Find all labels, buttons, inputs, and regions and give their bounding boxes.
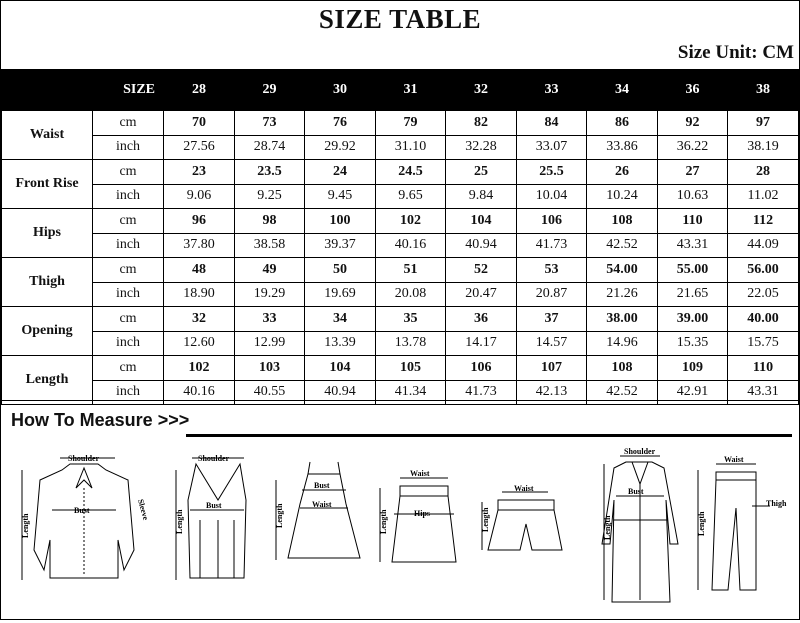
table-cell: 39.00 (658, 307, 728, 332)
table-cell: 9.25 (235, 184, 305, 209)
table-cell: 84 (517, 111, 587, 136)
figure-label-bust: Bust (74, 506, 90, 515)
table-cell: 13.39 (305, 331, 376, 356)
size-header-row (2, 70, 799, 111)
table-cell: 32.28 (446, 135, 517, 160)
tank-figure (175, 454, 246, 580)
table-cell: 31.10 (376, 135, 446, 160)
table-cell: 102 (164, 356, 235, 381)
table-cell: 19.69 (305, 282, 376, 307)
skirt-figure (379, 469, 456, 562)
size-table (1, 69, 799, 405)
table-cell: 39.37 (305, 233, 376, 258)
table-cell: 9.65 (376, 184, 446, 209)
table-row (2, 184, 799, 209)
figure-label-waist: Waist (410, 469, 430, 478)
figure-label-length: Length (275, 503, 284, 528)
table-cell: 23 (164, 160, 235, 185)
size-unit-label: Size Unit: CM (677, 42, 794, 63)
unit-label: inch (93, 380, 164, 405)
figure-label-bust: Bust (628, 487, 644, 496)
table-cell: 13.78 (376, 331, 446, 356)
table-cell: 41.34 (376, 380, 446, 405)
dress-figure (275, 462, 360, 560)
table-cell: 52 (446, 258, 517, 283)
shorts-figure (481, 484, 562, 550)
unit-label: cm (93, 258, 164, 283)
table-row (2, 356, 799, 381)
heading-underline (186, 434, 792, 437)
table-cell: 50 (305, 258, 376, 283)
table-cell: 92 (658, 111, 728, 136)
unit-label: inch (93, 282, 164, 307)
table-cell: 37.80 (164, 233, 235, 258)
table-cell: 14.96 (587, 331, 658, 356)
table-cell: 18.90 (164, 282, 235, 307)
table-cell: 10.04 (517, 184, 587, 209)
figure-label-length: Length (697, 511, 706, 536)
figure-label-waist: Waist (724, 455, 744, 464)
table-cell: 104 (305, 356, 376, 381)
unit-label: inch (93, 135, 164, 160)
table-cell: 36.22 (658, 135, 728, 160)
table-cell: 14.17 (446, 331, 517, 356)
table-cell: 40.94 (446, 233, 517, 258)
table-row (2, 209, 799, 234)
measure-label: Opening (2, 307, 93, 356)
table-cell: 41.73 (517, 233, 587, 258)
table-cell: 28.74 (235, 135, 305, 160)
table-cell: 9.06 (164, 184, 235, 209)
table-cell: 112 (728, 209, 799, 234)
table-cell: 27 (658, 160, 728, 185)
table-cell: 104 (446, 209, 517, 234)
page-title: SIZE TABLE (318, 4, 482, 34)
size-header-cell: 33 (517, 70, 587, 111)
table-cell: 73 (235, 111, 305, 136)
table-row (2, 307, 799, 332)
table-cell: 25 (446, 160, 517, 185)
table-cell: 106 (517, 209, 587, 234)
unit-label: cm (93, 209, 164, 234)
table-cell: 56.00 (728, 258, 799, 283)
table-cell: 35 (376, 307, 446, 332)
size-header-cell: 29 (235, 70, 305, 111)
table-cell: 79 (376, 111, 446, 136)
table-cell: 103 (235, 356, 305, 381)
table-cell: 109 (658, 356, 728, 381)
measure-label: Hips (2, 209, 93, 258)
table-cell: 19.29 (235, 282, 305, 307)
table-cell: 38.19 (728, 135, 799, 160)
table-cell: 22.05 (728, 282, 799, 307)
figure-label-shoulder: Shoulder (624, 447, 656, 456)
table-cell: 38.00 (587, 307, 658, 332)
table-cell: 40.16 (376, 233, 446, 258)
unit-label: inch (93, 331, 164, 356)
table-cell: 70 (164, 111, 235, 136)
trousers-figure (697, 455, 787, 590)
unit-label: cm (93, 356, 164, 381)
table-cell: 14.57 (517, 331, 587, 356)
size-header-cell: 32 (446, 70, 517, 111)
table-cell: 36 (446, 307, 517, 332)
unit-label: cm (93, 111, 164, 136)
table-cell: 55.00 (658, 258, 728, 283)
table-cell: 42.91 (658, 380, 728, 405)
size-header-cell: 31 (376, 70, 446, 111)
table-cell: 40.00 (728, 307, 799, 332)
table-cell: 42.52 (587, 380, 658, 405)
measure-label: Thigh (2, 258, 93, 307)
size-header-cell: 36 (658, 70, 728, 111)
measure-figures (0, 440, 800, 618)
figure-label-bust: Bust (206, 501, 222, 510)
figure-label-length: Length (379, 509, 388, 534)
table-cell: 48 (164, 258, 235, 283)
table-cell: 44.09 (728, 233, 799, 258)
table-cell: 20.87 (517, 282, 587, 307)
table-cell: 23.5 (235, 160, 305, 185)
table-cell: 25.5 (517, 160, 587, 185)
table-cell: 110 (728, 356, 799, 381)
table-cell: 40.16 (164, 380, 235, 405)
figure-label-waist: Waist (514, 484, 534, 493)
table-cell: 15.75 (728, 331, 799, 356)
table-cell: 96 (164, 209, 235, 234)
table-cell: 41.73 (446, 380, 517, 405)
size-header-cell: 30 (305, 70, 376, 111)
table-row (2, 160, 799, 185)
table-cell: 40.55 (235, 380, 305, 405)
measure-label: Front Rise (2, 160, 93, 209)
table-row (2, 233, 799, 258)
table-cell: 24.5 (376, 160, 446, 185)
table-row (2, 282, 799, 307)
table-row (2, 135, 799, 160)
table-cell: 29.92 (305, 135, 376, 160)
size-header-cell: 38 (728, 70, 799, 111)
figure-label-shoulder: Shoulder (198, 454, 230, 463)
table-row (2, 111, 799, 136)
table-cell: 54.00 (587, 258, 658, 283)
figure-label-length: Length (481, 507, 490, 532)
table-cell: 108 (587, 356, 658, 381)
figure-label-shoulder: Shoulder (68, 454, 100, 463)
table-cell: 33.86 (587, 135, 658, 160)
table-cell: 42.52 (587, 233, 658, 258)
table-cell: 24 (305, 160, 376, 185)
table-cell: 107 (517, 356, 587, 381)
table-cell: 98 (235, 209, 305, 234)
table-cell: 33.07 (517, 135, 587, 160)
table-cell: 110 (658, 209, 728, 234)
table-cell: 106 (446, 356, 517, 381)
table-cell: 51 (376, 258, 446, 283)
table-cell: 11.02 (728, 184, 799, 209)
size-header-cell: 28 (164, 70, 235, 111)
table-cell: 20.08 (376, 282, 446, 307)
table-cell: 21.65 (658, 282, 728, 307)
table-cell: 43.31 (658, 233, 728, 258)
table-cell: 12.99 (235, 331, 305, 356)
table-cell: 76 (305, 111, 376, 136)
table-row (2, 331, 799, 356)
measure-label: Waist (2, 111, 93, 160)
table-cell: 32 (164, 307, 235, 332)
table-cell: 28 (728, 160, 799, 185)
table-cell: 10.24 (587, 184, 658, 209)
table-cell: 105 (376, 356, 446, 381)
unit-label: cm (93, 307, 164, 332)
size-header-label: SIZE (2, 70, 164, 111)
figure-label-length: Length (603, 515, 612, 540)
table-cell: 82 (446, 111, 517, 136)
table-cell: 42.13 (517, 380, 587, 405)
table-cell: 15.35 (658, 331, 728, 356)
table-cell: 26 (587, 160, 658, 185)
table-cell: 40.94 (305, 380, 376, 405)
table-cell: 100 (305, 209, 376, 234)
table-cell: 97 (728, 111, 799, 136)
table-cell: 43.31 (728, 380, 799, 405)
section-divider (2, 400, 798, 401)
table-cell: 12.60 (164, 331, 235, 356)
table-cell: 86 (587, 111, 658, 136)
figure-label-bust: Bust (314, 481, 330, 490)
table-cell: 37 (517, 307, 587, 332)
figure-label-waist: Waist (312, 500, 332, 509)
blouse-figure (21, 454, 150, 580)
figure-label-hips: Hips (414, 509, 431, 518)
table-cell: 27.56 (164, 135, 235, 160)
table-cell: 21.26 (587, 282, 658, 307)
coat-figure (602, 447, 678, 602)
size-header-cell: 34 (587, 70, 658, 111)
figure-label-sleeve: Sleeve (136, 498, 151, 522)
table-cell: 33 (235, 307, 305, 332)
table-cell: 49 (235, 258, 305, 283)
unit-label: inch (93, 233, 164, 258)
table-cell: 38.58 (235, 233, 305, 258)
table-cell: 9.45 (305, 184, 376, 209)
table-cell: 108 (587, 209, 658, 234)
unit-label: inch (93, 184, 164, 209)
measure-label: Length (2, 356, 93, 405)
figure-label-thigh: Thigh (766, 499, 787, 508)
figure-label-length: Length (175, 509, 184, 534)
table-cell: 10.63 (658, 184, 728, 209)
table-cell: 9.84 (446, 184, 517, 209)
table-row (2, 258, 799, 283)
unit-label: cm (93, 160, 164, 185)
table-cell: 20.47 (446, 282, 517, 307)
figure-label-length: Length (21, 513, 30, 538)
table-cell: 53 (517, 258, 587, 283)
table-cell: 34 (305, 307, 376, 332)
table-cell: 102 (376, 209, 446, 234)
how-to-measure-heading: How To Measure >>> (11, 410, 190, 430)
